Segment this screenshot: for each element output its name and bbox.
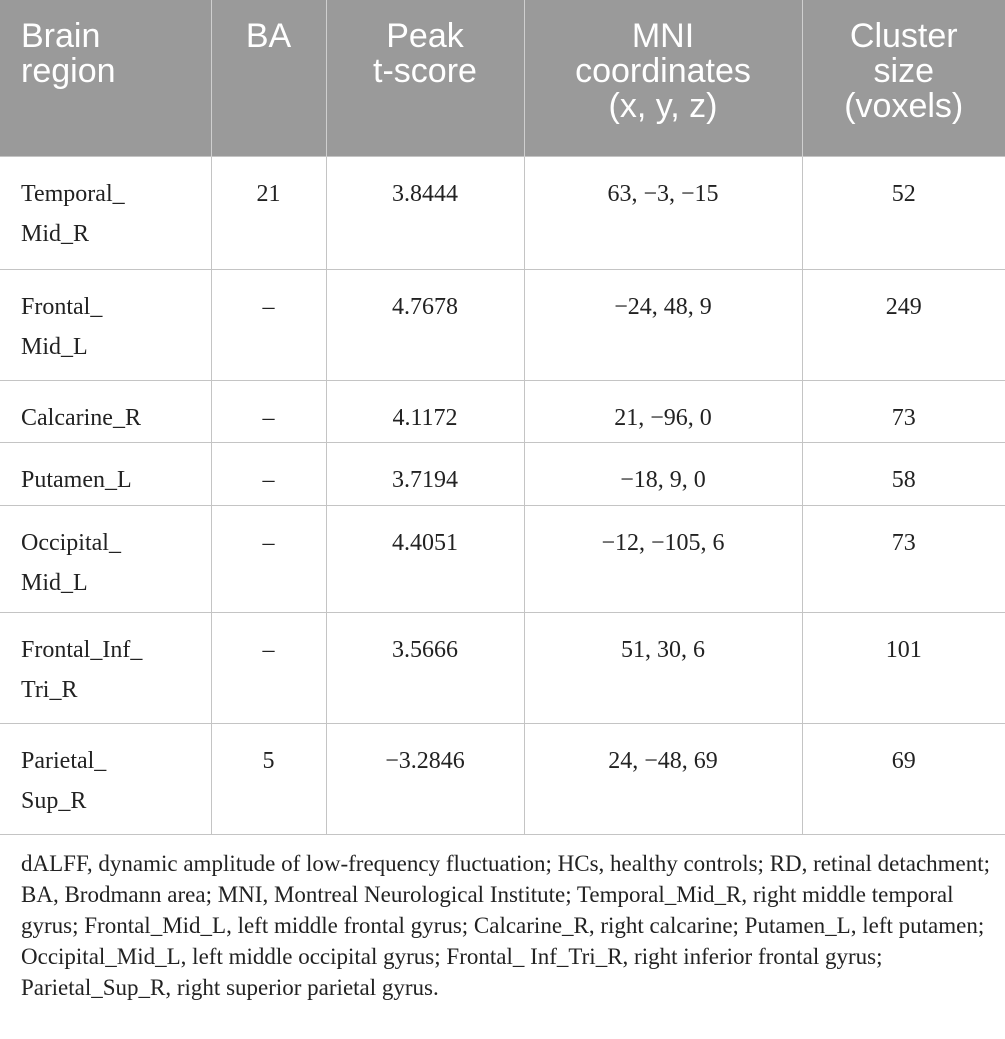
cell-cluster-size: 73 xyxy=(802,505,1005,612)
cell-peak-t-score: 3.8444 xyxy=(326,156,524,269)
cell-brain-region: Frontal_Inf_ Tri_R xyxy=(0,612,211,723)
cell-ba: – xyxy=(211,380,326,442)
header-cluster-size: Cluster size (voxels) xyxy=(802,0,1005,156)
cell-peak-t-score: 3.7194 xyxy=(326,442,524,505)
cell-brain-region: Calcarine_R xyxy=(0,380,211,442)
cell-mni-coordinates: 51, 30, 6 xyxy=(524,612,802,723)
cell-mni-coordinates: −12, −105, 6 xyxy=(524,505,802,612)
table-row xyxy=(0,156,1005,269)
cell-ba: – xyxy=(211,612,326,723)
cell-ba: 21 xyxy=(211,156,326,269)
cell-peak-t-score: 4.1172 xyxy=(326,380,524,442)
cell-cluster-size: 52 xyxy=(802,156,1005,269)
table-row xyxy=(0,442,1005,505)
table-header xyxy=(0,0,1005,156)
cell-peak-t-score: 3.5666 xyxy=(326,612,524,723)
table-row xyxy=(0,505,1005,612)
header-mni-coordinates: MNI coordinates (x, y, z) xyxy=(524,0,802,156)
cell-mni-coordinates: 21, −96, 0 xyxy=(524,380,802,442)
header-row xyxy=(0,0,1005,156)
cell-cluster-size: 249 xyxy=(802,269,1005,380)
cell-ba: – xyxy=(211,442,326,505)
cell-peak-t-score: 4.4051 xyxy=(326,505,524,612)
header-peak-t-score: Peak t-score xyxy=(326,0,524,156)
table-body xyxy=(0,156,1005,834)
cell-mni-coordinates: 63, −3, −15 xyxy=(524,156,802,269)
table-row xyxy=(0,612,1005,723)
cell-peak-t-score: −3.2846 xyxy=(326,723,524,834)
cell-ba: – xyxy=(211,505,326,612)
cell-brain-region: Temporal_ Mid_R xyxy=(0,156,211,269)
cell-brain-region: Frontal_ Mid_L xyxy=(0,269,211,380)
cell-peak-t-score: 4.7678 xyxy=(326,269,524,380)
cell-ba: 5 xyxy=(211,723,326,834)
cell-mni-coordinates: −24, 48, 9 xyxy=(524,269,802,380)
cell-cluster-size: 73 xyxy=(802,380,1005,442)
cell-cluster-size: 101 xyxy=(802,612,1005,723)
cell-cluster-size: 69 xyxy=(802,723,1005,834)
header-ba: BA xyxy=(211,0,326,156)
header-brain-region: Brain region xyxy=(0,0,211,156)
cell-mni-coordinates: −18, 9, 0 xyxy=(524,442,802,505)
table-row xyxy=(0,723,1005,834)
cell-brain-region: Putamen_L xyxy=(0,442,211,505)
cell-mni-coordinates: 24, −48, 69 xyxy=(524,723,802,834)
table-footnote: dALFF, dynamic amplitude of low-frequency fluctuation; HCs, healthy controls; RD, retinal detachment; BA, Brodmann area; MNI, Montreal Neurological Institute; Temporal_Mid_R, right middle temporal gyrus; Frontal_Mid_L, left middle frontal gyrus; Calcarine_R, right calcarine; Putamen_L, left putamen; Occipital_Mid_L, left middle occipital gyrus; Frontal_ Inf_Tri_R, right inferior frontal gyrus; Parietal_Sup_R, right superior parietal gyrus. xyxy=(21,851,991,1000)
cell-cluster-size: 58 xyxy=(802,442,1005,505)
table-row xyxy=(0,380,1005,442)
cell-brain-region: Occipital_ Mid_L xyxy=(0,505,211,612)
cell-ba: – xyxy=(211,269,326,380)
cell-brain-region: Parietal_ Sup_R xyxy=(0,723,211,834)
table-row xyxy=(0,269,1005,380)
